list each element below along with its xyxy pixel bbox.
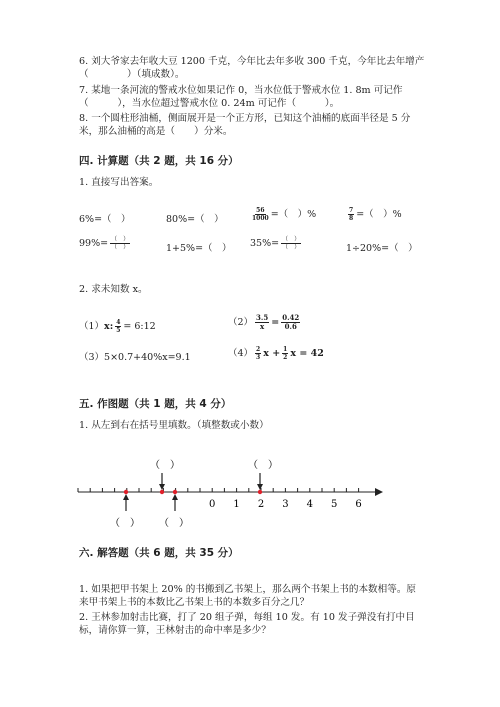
eq1-den: 5 <box>116 327 121 334</box>
calc-r1-c-den: 1000 <box>252 215 269 222</box>
arrow-down-2-head <box>257 484 263 490</box>
eq1-rest: = 6:12 <box>123 321 156 332</box>
equation-4 <box>228 345 324 361</box>
q6-line2: （ ）（填成数）。 <box>79 69 185 80</box>
tick-label: 1 <box>233 499 240 510</box>
calc-r1-c <box>250 206 316 222</box>
calc-r1-d-den: 8 <box>349 215 354 222</box>
number-line-arrowhead <box>375 488 383 496</box>
eq2-rden: 0.6 <box>284 322 297 331</box>
section5-q1: 1. 从左到右在括号里填数。（填整数或小数） <box>79 420 269 431</box>
paren-upper-2: （ ） <box>248 460 278 471</box>
point-lower-2 <box>173 490 177 494</box>
tick-label: 4 <box>306 499 313 510</box>
equation-1 <box>79 318 156 334</box>
number-line-ticks <box>78 488 359 492</box>
q7-line2: （ ），当水位超过警戒水位 0. 24m 可记作（ ）。 <box>79 98 340 109</box>
calc-r2-c-num: （ ） <box>282 236 301 243</box>
calc-r2-a-pre: 99%= <box>79 238 109 249</box>
tick-label: 6 <box>355 499 362 510</box>
paren-lower-2: （ ） <box>159 518 189 529</box>
point-lower-1 <box>124 490 128 494</box>
q8-line2: 米，那么油桶的高是（ ）分米。 <box>79 126 233 137</box>
tick-label: 5 <box>331 499 338 510</box>
eq4-n1: 2 <box>256 346 261 353</box>
eq2-num: 3.5 <box>256 313 269 322</box>
eq1-x: x: <box>104 321 114 332</box>
eq1-prefix: （1） <box>79 321 105 332</box>
calc-r2-d: 1÷20%=（ ） <box>346 243 418 254</box>
section6-q1-line1: 1. 如果把甲书架上 20% 的书搬到乙书架上，那么两个书架上书的本数相等。原 <box>79 584 417 595</box>
section5-title: 五. 作图题（共 1 题，共 4 分） <box>79 398 232 410</box>
section4-q2-title: 2. 求未知数 x。 <box>79 284 148 295</box>
calc-r2-a-num: （ ） <box>111 236 130 243</box>
eq4-rest: x = 42 <box>290 348 324 359</box>
arrow-up-2-head <box>172 494 178 500</box>
tick-label: 0 <box>209 499 216 510</box>
point-upper-1 <box>160 490 164 494</box>
arrow-down-1-head <box>159 484 165 490</box>
eq2-eq: = <box>271 317 280 328</box>
section4-q1-title: 1. 直接写出答案。 <box>79 177 159 188</box>
calc-r1-d-num: 7 <box>349 207 354 214</box>
tick-label: 3 <box>282 499 289 510</box>
eq2-den: x <box>260 322 265 331</box>
eq4-prefix: （4） <box>228 348 254 359</box>
calc-r1-b: 80%=（ ） <box>166 214 224 225</box>
calc-r2-a-den: （ ） <box>111 244 130 251</box>
q8-line1: 8. 一个圆柱形油桶，侧面展开是一个正方形，已知这个油桶的底面半径是 5 分 <box>79 113 411 124</box>
calc-r1-d <box>346 206 402 222</box>
eq2-rnum: 0.42 <box>282 313 300 322</box>
equation-2 <box>228 314 302 331</box>
calc-r2-c-pre: 35%= <box>250 238 280 249</box>
eq4-d2: 2 <box>283 354 288 361</box>
tick-label: 2 <box>257 499 265 510</box>
calc-r2-b: 1+5%=（ ） <box>166 243 232 254</box>
eq1-num: 4 <box>116 319 121 326</box>
calc-r2-c-den: （ ） <box>282 244 301 251</box>
paren-upper-1: （ ） <box>150 460 180 471</box>
q7-line1: 7. 某地一条河流的警戒水位如果记作 0，当水位低于警戒水位 1. 8m 可记作 <box>79 85 403 96</box>
paren-lower-1: （ ） <box>110 518 140 529</box>
calc-r1-c-num: 56 <box>256 207 265 214</box>
calc-r1-c-rest: =（ ）% <box>270 209 317 220</box>
number-line-figure <box>70 455 390 535</box>
eq4-d1: 3 <box>256 354 261 361</box>
section6-q1-line2: 来甲书架上书的本数比乙书架上书的本数多百分之几？ <box>79 597 310 608</box>
section6-q2-line2: 标，请你算一算，王林射击的命中率是多少？ <box>79 625 271 636</box>
calc-r2-a <box>79 236 132 251</box>
eq2-prefix: （2） <box>228 317 254 328</box>
number-line-tick-labels <box>209 499 362 510</box>
section6-q2-line1: 2. 王林参加射击比赛，打了 20 组子弹，每组 10 发。有 10 发子弹没有打中目 <box>79 612 415 623</box>
calc-r2-c <box>250 236 303 251</box>
q6-line1: 6. 刘大爷家去年收大豆 1200 千克，今年比去年多收 300 千克，今年比去年增产 <box>79 56 425 67</box>
calc-r1-a: 6%=（ ） <box>79 214 131 225</box>
section4-title: 四. 计算题（共 2 题，共 16 分） <box>79 155 239 167</box>
eq4-mid: x + <box>263 348 281 359</box>
eq4-n2: 1 <box>283 346 288 353</box>
calc-r1-d-rest: =（ ）% <box>356 209 402 220</box>
arrow-up-1-head <box>123 494 129 500</box>
point-upper-2 <box>258 490 262 494</box>
equation-3: （3）5×0.7+40%x=9.1 <box>79 352 191 363</box>
section6-title: 六. 解答题（共 6 题，共 35 分） <box>79 547 239 559</box>
